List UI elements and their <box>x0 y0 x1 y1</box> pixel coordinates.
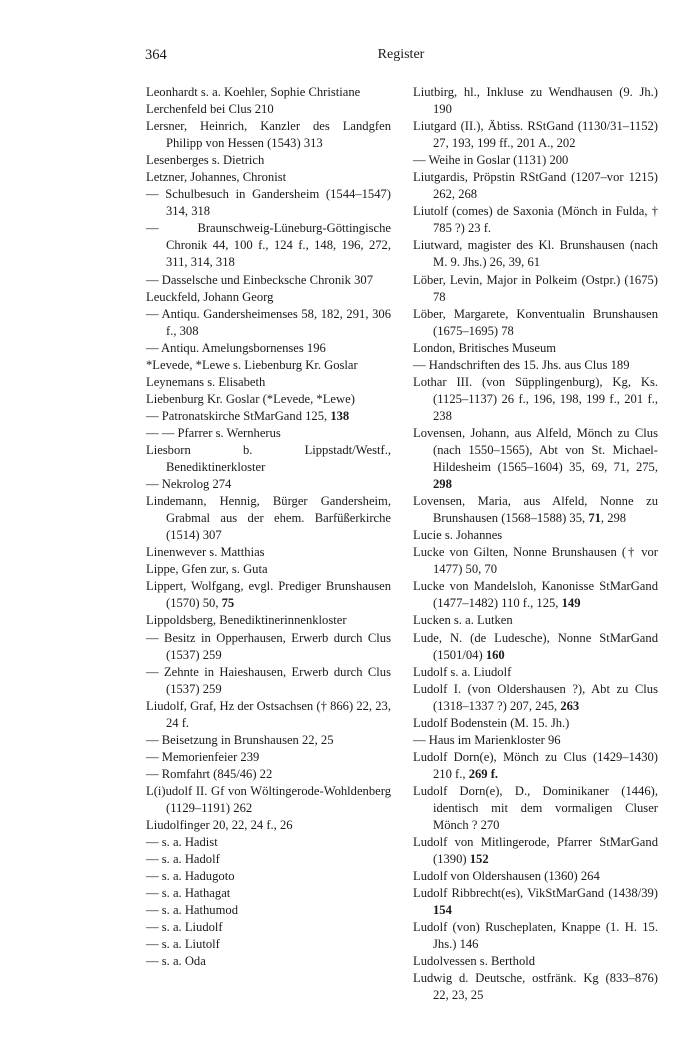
entry-text: Liutolf (comes) de Saxonia (Mönch in Fulda, † 785 ?) 23 f. <box>413 204 658 236</box>
entry-text: Lothar III. (von Süpplingenburg), Kg, Ks. (1125–1137) 26 f., 196, 198, 199 f., 201 f., 238 <box>413 374 658 423</box>
index-entry <box>413 425 658 493</box>
index-entry <box>146 561 391 578</box>
index-entry <box>413 272 658 306</box>
index-entry <box>413 612 658 629</box>
entry-text: — s. a. Hathumod <box>146 903 238 918</box>
entry-text: — Braunschweig-Lüneburg-Göttingische Chronik 44, 100 f., 124 f., 148, 196, 272, 311, 314, 318 <box>146 221 391 270</box>
index-entry <box>146 851 391 868</box>
index-entry <box>146 612 391 629</box>
entry-text: — s. a. Hadolf <box>146 852 220 867</box>
entry-text: L(i)udolf II. Gf von Wöltingerode-Wohldenberg (1129–1191) 262 <box>146 783 391 815</box>
index-column-right <box>413 84 658 1005</box>
index-entry <box>413 237 658 271</box>
entry-text: Liudolfinger 20, 22, 24 f., 26 <box>146 818 293 833</box>
entry-text: Lippoldsberg, Benediktinerinnenkloster <box>146 613 347 628</box>
index-entry <box>413 527 658 544</box>
main-reference-page: 263 <box>560 698 580 713</box>
main-reference-page: 149 <box>561 596 581 611</box>
entry-text: Lippert, Wolfgang, evgl. Prediger Brunshausen (1570) 50, <box>146 579 391 611</box>
index-entry <box>146 817 391 834</box>
entry-text: — Schulbesuch in Gandersheim (1544–1547) 314, 318 <box>146 187 391 219</box>
index-entry <box>413 885 658 919</box>
index-entry <box>146 834 391 851</box>
entry-text: — Handschriften des 15. Jhs. aus Clus 189 <box>413 357 630 372</box>
entry-text: Leynemans s. Elisabeth <box>146 374 266 389</box>
entry-text: Ludolf (von) Ruscheplaten, Knappe (1. H. 15. Jhs.) 146 <box>413 920 658 952</box>
entry-text: Ludolf Dorn(e), Mönch zu Clus (1429–1430) 210 f., <box>413 749 658 781</box>
index-entry <box>413 544 658 578</box>
index-entry <box>413 783 658 834</box>
index-entry <box>146 630 391 664</box>
index-entry <box>146 391 391 408</box>
entry-text: — s. a. Hadist <box>146 835 218 850</box>
entry-text: — s. a. Oda <box>146 954 206 969</box>
index-entry <box>146 118 391 152</box>
main-reference-page: 71 <box>588 511 601 526</box>
index-entry <box>413 578 658 612</box>
index-entry <box>146 953 391 970</box>
index-entry <box>413 715 658 732</box>
entry-text: Liudolf, Graf, Hz der Ostsachsen († 866) 22, 23, 24 f. <box>146 698 391 730</box>
index-entry <box>146 169 391 186</box>
index-entry <box>413 664 658 681</box>
index-entry <box>413 749 658 783</box>
entry-text: Lucie s. Johannes <box>413 528 503 543</box>
index-entry <box>146 442 391 476</box>
entry-text: — Romfahrt (845/46) 22 <box>146 766 273 781</box>
index-entry <box>413 84 658 118</box>
entry-text: Liutgard (II.), Äbtiss. RStGand (1130/31–1152) 27, 193, 199 ff., 201 A., 202 <box>413 119 658 151</box>
main-reference-page: 269 f. <box>468 766 499 781</box>
entry-text: Letzner, Johannes, Chronist <box>146 170 287 185</box>
entry-text: Ludolf Ribbrecht(es), VikStMarGand (1438/39) <box>413 886 658 901</box>
index-entry <box>413 953 658 970</box>
entry-text: — Patronatskirche StMarGand 125, <box>146 408 331 423</box>
index-entry <box>413 118 658 152</box>
index-entry <box>146 749 391 766</box>
index-entry <box>146 152 391 169</box>
entry-text: Lovensen, Johann, aus Alfeld, Mönch zu Clus (nach 1550–1565), Abt von St. Michael-Hildesheim (1565–1604) 35, 69, 71, 275, <box>413 425 658 475</box>
entry-text: — Zehnte in Haieshausen, Erwerb durch Clus (1537) 259 <box>146 664 391 696</box>
entry-text: Lesenberges s. Dietrich <box>146 153 265 168</box>
index-entry <box>146 783 391 817</box>
index-entry <box>146 340 391 357</box>
index-entry <box>413 169 658 203</box>
entry-text: Liutbirg, hl., Inkluse zu Wendhausen (9. Jh.) 190 <box>413 85 658 117</box>
index-entry <box>413 374 658 425</box>
index-entry <box>413 306 658 340</box>
index-entry <box>413 834 658 868</box>
index-entry <box>146 306 391 340</box>
index-entry <box>413 203 658 237</box>
entry-text: Liesborn b. Lippstadt/Westf., Benediktinerkloster <box>146 442 391 475</box>
index-entry <box>413 681 658 715</box>
page-header <box>145 47 657 67</box>
index-entry <box>413 493 658 527</box>
index-entry <box>146 902 391 919</box>
index-entry <box>146 732 391 749</box>
entry-text: Ludolf von Mitlingerode, Pfarrer StMarGand (1390) <box>413 835 658 867</box>
entry-text: Ludolf I. (von Oldershausen ?), Abt zu Clus (1318–1337 ?) 207, 245, <box>413 681 658 713</box>
entry-text: — s. a. Hathagat <box>146 886 231 901</box>
index-entry <box>413 868 658 885</box>
main-reference-page: 160 <box>485 647 505 662</box>
entry-text: — s. a. Liutolf <box>146 937 220 952</box>
index-entry <box>146 868 391 885</box>
index-entry <box>146 766 391 783</box>
entry-text: *Levede, *Lewe s. Liebenburg Kr. Goslar <box>146 357 358 372</box>
entry-text: Lindemann, Hennig, Bürger Gandersheim, Grabmal aus der ehem. Barfüßerkirche (1514) 307 <box>146 494 391 543</box>
index-entry <box>146 425 391 442</box>
index-entry <box>146 493 391 544</box>
entry-text: — — Pfarrer s. Wernherus <box>146 425 281 440</box>
entry-text: — Beisetzung in Brunshausen 22, 25 <box>146 732 334 747</box>
entry-text: Liutward, magister des Kl. Brunshausen (nach M. 9. Jhs.) 26, 39, 61 <box>413 238 658 270</box>
index-entry <box>146 374 391 391</box>
entry-text: Liebenburg Kr. Goslar (*Levede, *Lewe) <box>146 391 355 406</box>
entry-text: — Haus im Marienkloster 96 <box>413 732 561 747</box>
entry-text: — Antiqu. Gandersheimenses 58, 182, 291, 306 f., 308 <box>146 306 391 338</box>
entry-text: Lude, N. (de Ludesche), Nonne StMarGand (1501/04) <box>413 630 658 662</box>
index-entry <box>146 289 391 306</box>
entry-text: Leonhardt s. a. Koehler, Sophie Christiane <box>146 85 361 99</box>
entry-text: London, Britisches Museum <box>413 340 557 355</box>
entry-text: Ludolf von Oldershausen (1360) 264 <box>413 869 600 884</box>
main-reference-page: 154 <box>433 903 452 918</box>
index-entry <box>146 408 391 425</box>
entry-text: — Dasselsche und Einbecksche Chronik 307 <box>146 272 373 287</box>
entry-text: — s. a. Hadugoto <box>146 869 235 884</box>
main-reference-page: 138 <box>330 408 350 423</box>
entry-text-tail: , 298 <box>600 511 627 526</box>
entry-text: Ludwig d. Deutsche, ostfränk. Kg (833–876) 22, 23, 25 <box>413 971 658 1003</box>
index-entry <box>146 220 391 271</box>
index-entry <box>146 84 391 101</box>
entry-text: Linenwever s. Matthias <box>146 545 265 560</box>
index-entry <box>146 272 391 289</box>
entry-text: — Weihe in Goslar (1131) 200 <box>413 153 569 168</box>
index-entry <box>146 919 391 936</box>
entry-text: Lucke von Gilten, Nonne Brunshausen († vor 1477) 50, 70 <box>413 545 658 577</box>
entry-text: Ludolvessen s. Berthold <box>413 954 536 969</box>
main-reference-page: 75 <box>221 596 235 611</box>
running-title: Register <box>377 47 425 62</box>
entry-text: Liutgardis, Pröpstin RStGand (1207–vor 1215) 262, 268 <box>413 170 658 202</box>
entry-text: Leuckfeld, Johann Georg <box>146 289 274 304</box>
page-number: 364 <box>145 47 167 63</box>
main-reference-page: 298 <box>433 477 452 492</box>
index-entry <box>146 357 391 374</box>
index-entry <box>146 885 391 902</box>
entry-text: Ludolf Dorn(e), D., Dominikaner (1446), identisch mit dem vormaligen Cluser Mönch ? 270 <box>413 783 658 833</box>
entry-text: Lucke von Mandelsloh, Kanonisse StMarGand (1477–1482) 110 f., 125, <box>413 579 658 611</box>
index-entry <box>413 732 658 749</box>
entry-text: — Nekrolog 274 <box>146 477 232 492</box>
index-entry <box>413 357 658 374</box>
index-entry <box>413 152 658 169</box>
entry-text: Ludolf s. a. Liudolf <box>413 664 512 679</box>
entry-text: Lerchenfeld bei Clus 210 <box>146 102 274 117</box>
entry-text: — Antiqu. Amelungsbornenses 196 <box>146 340 326 355</box>
index-entry <box>413 340 658 357</box>
entry-text: — Memorienfeier 239 <box>146 749 260 764</box>
index-entry <box>146 476 391 493</box>
index-entry <box>146 936 391 953</box>
entry-text: — s. a. Liudolf <box>146 920 223 935</box>
entry-text: Lippe, Gfen zur, s. Guta <box>146 562 268 577</box>
entry-text: Löber, Levin, Major in Polkeim (Ostpr.) (1675) 78 <box>413 272 658 304</box>
entry-text: Ludolf Bodenstein (M. 15. Jh.) <box>413 715 570 730</box>
index-entry <box>146 544 391 561</box>
entry-text: Lersner, Heinrich, Kanzler des Landgfen Philipp von Hessen (1543) 313 <box>146 119 391 151</box>
entry-text: — Besitz in Opperhausen, Erwerb durch Clus (1537) 259 <box>146 630 391 662</box>
index-entry <box>413 630 658 664</box>
entry-text: Lucken s. a. Lutken <box>413 613 513 628</box>
index-entry <box>146 101 391 118</box>
entry-text: Lovensen, Maria, aus Alfeld, Nonne zu Brunshausen (1568–1588) 35, <box>413 494 658 526</box>
main-reference-page: 152 <box>469 852 489 867</box>
index-entry <box>146 186 391 220</box>
index-entry <box>413 919 658 953</box>
index-column-left <box>146 84 391 970</box>
index-entry <box>413 970 658 1004</box>
index-entry <box>146 698 391 732</box>
index-entry <box>146 578 391 612</box>
index-entry <box>146 664 391 698</box>
entry-text: Löber, Margarete, Konventualin Brunshausen (1675–1695) 78 <box>413 306 658 338</box>
